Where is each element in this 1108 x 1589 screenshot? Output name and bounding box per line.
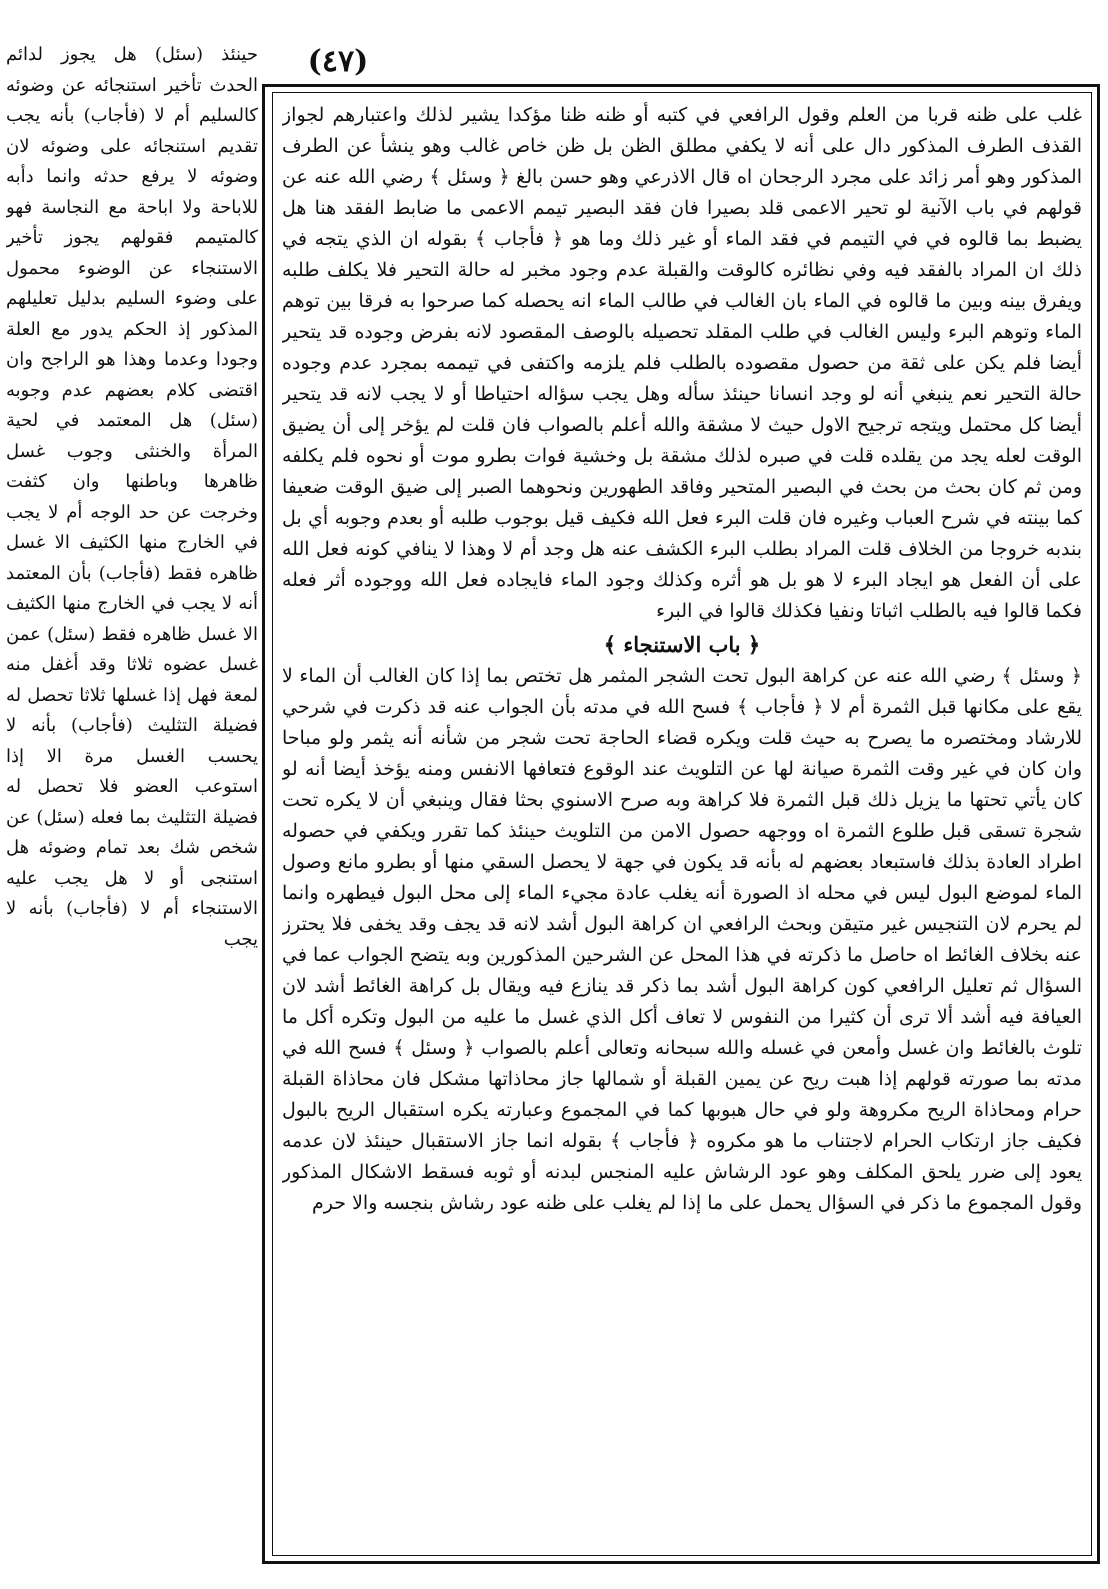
margin-commentary (6, 40, 258, 1568)
main-paragraph-1: غلب على ظنه قربا من العلم وقول الرافعي في كتبه أو ظنه ظنا مؤكدا يشير لذلك واعتبارهم لجواز القذف الطرف المذكور دال على أنه لا يكفي مطلق الظن بل ظن خاص غالب وهو ينشأ عن الطرف المذكور وهو أمر زائد على مجرد الرجحان اه قال الاذرعي وهو حسن بالغ ﴿ وسئل ﴾ رضي الله عنه عن قولهم في باب الآنية لو تحير الاعمى قلد بصيرا فان فقد البصير تيمم الاعمى ما ضابط الفقد هنا هل يضبط بما قالوه في في التيمم في فقد الماء أو غير ذلك وما هو ﴿ فأجاب ﴾ بقوله ان الذي يتجه في ذلك ان المراد بالفقد فيه وفي نظائره كالوقت والقبلة عدم وجود مخبر له حالة التحير فلا يكلف طلبه ويفرق بينه وبين ما قالوه في الماء بان الغالب في طالب الماء انه يحصله كما صرحوا به فرقا بين توهم الماء وتوهم البرء وليس الغالب في طلب المقلد تحصيله بالوصف المقصود لانه بفرض وجوده قد يتحير أيضا فلم يكن على ثقة من حصول مقصوده بالطلب فلم يلزمه واكتفى في تيممه بمجرد عدم وجوده حالة التحير نعم ينبغي أنه لو وجد انسانا حينئذ سأله وهل يجب سؤاله احتياطا أو لا يجب لانه قد يتحير أيضا كل محتمل ويتجه ترجيح الاول حيث لا مشقة والله أعلم بالصواب فان قلت لم يؤخر إلى أن يضيق الوقت لعله يجد من يقلده قلت في صبره لذلك مشقة بل وخشية فوات بطرو موت أو نحوه فلم يكلفه ومن ثم كان بحث من بحث في البصير المتحير وفاقد الطهورين ونحوهما الصبر إلى ضيق الوقت ضعيفا كما بينته في شرح العباب وغيره فان قلت البرء فعل الله فكيف قيل بوجوب طلبه أو بعدم وجوبه أي بل بندبه خروجا من الخلاف قلت المراد بطلب البرء الكشف عنه هل وجد أم لا وهذا لا ينافي كونه فعل الله على أن الفعل هو ايجاد البرء لا هو بل هو أثره وكذلك وجود الماء فايجاده فعل الله ووجوده أثر فعله فكما قالوا فيه بالطلب اثباتا ونفيا فكذلك قالوا في البرء (282, 104, 1082, 622)
margin-commentary-text: حينئذ (سئل) هل يجوز لدائم الحدث تأخير استنجائه عن وضوئه كالسليم أم لا (فأجاب) بأنه يجب تقديم استنجائه على وضوئه لان وضوئه لا يرفع حدثه وانما دأبه للاباحة ولا اباحة مع النجاسة فهو كالمتيمم فقولهم يجوز تأخير الاستنجاء عن الوضوء محمول على وضوء السليم بدليل تعليلهم المذكور إذ الحكم يدور مع العلة وجودا وعدما وهذا هو الراجح وان اقتضى كلام بعضهم عدم وجوبه (سئل) هل المعتمد في لحية المرأة والخنثى وجوب غسل ظاهرها وباطنها وان كثفت وخرجت عن حد الوجه أم لا يجب في الخارج منها الكثيف الا غسل ظاهره فقط (فأجاب) بأن المعتمد أنه لا يجب في الخارج منها الكثيف الا غسل ظاهره فقط (سئل) عمن غسل عضوه ثلاثا وقد أغفل منه لمعة فهل إذا غسلها ثلاثا تحصل له فضيلة التثليث (فأجاب) بأنه لا يحسب الغسل مرة الا إذا استوعب العضو فلا تحصل له فضيلة التثليث بما فعله (سئل) عن شخص شك بعد تمام وضوئه هل استنجى أو لا هل يجب عليه الاستنجاء أم لا (فأجاب) بأنه لا يجب (6, 44, 258, 950)
main-text-column (282, 100, 1082, 1552)
main-paragraph-2: ﴿ وسئل ﴾ رضي الله عنه عن كراهة البول تحت الشجر المثمر هل تختص بما إذا كان الغالب أن الماء لا يقع على مكانها قبل الثمرة أم لا ﴿ فأجاب ﴾ فسح الله في مدته بأن الجواب عنه قد ذكرت في شرحي للارشاد ومختصره ما يصرح به حيث قلت ويكره قضاء الحاجة تحت شجر من شأنه أنه يثمر ولو مباحا وان كان في غير وقت الثمرة صيانة لها عن التلويث عند الوقوع فتعافها الانفس ومنه يؤخذ أيضا أنه لو كان يأتي تحتها ما يزيل ذلك قبل الثمرة فلا كراهة وبه صرح الاسنوي بحثا فقال وينبغي أن لا يكره تحت شجرة تسقى قبل طلوع الثمرة اه ووجهه حصول الامن من التلويث حينئذ كما تقرر ويكفي في حصوله اطراد العادة بذلك فاستبعاد بعضهم له بأنه قد يكون في جهة لا يحصل السقي منها أو بطرو مانع وصول الماء لموضع البول ليس في محله اذ الصورة أنه يغلب عادة مجيء الماء إلى محل البول فيطهره وانما لم يحرم لان التنجيس غير متيقن وبحث الرافعي ان كراهة البول أشد لانه قد يجف وقد يخفى فلا يحترز عنه بخلاف الغائط اه حاصل ما ذكرته في هذا المحل عن الشرحين المذكورين وبه يتضح الجواب عما في السؤال ثم تعليل الرافعي كون كراهة البول أشد بما ذكر قد ينازع فيه ويقال بل كراهة الغائط أشد لان العيافة فيه أشد ألا ترى أن كثيرا من النفوس لا تعاف أكل الذي غسل ما عليه من البول وتكره أكل ما تلوث بالغائط وان غسل وأمعن في غسله والله سبحانه وتعالى أعلم بالصواب ﴿ وسئل ﴾ فسح الله في مدته بما صورته قولهم إذا هبت ريح عن يمين القبلة أو شمالها جاز محاذاتها مشكل فان محاذاة القبلة حرام ومحاذاة الريح مكروهة ولو في حال هبوبها كما في المجموع وعبارته يكره استقبال الريح بالبول فكيف جاز ارتكاب الحرام لاجتناب ما هو مكروه ﴿ فأجاب ﴾ بقوله انما جاز الاستقبال حينئذ لان عدمه يعود إلى ضرر يلحق المكلف وهو عود الرشاش عليه المنجس لبدنه أو ثوبه فسقط الاشكال المذكور وقول المجموع ما ذكر في السؤال يحمل على ما إذا لم يغلب على ظنه عود رشاش بنجسه والا حرم (282, 665, 1082, 1214)
section-heading: ﴿ باب الاستنجاء ﴾ (603, 632, 761, 657)
page-number: (٤٧) (307, 44, 369, 79)
